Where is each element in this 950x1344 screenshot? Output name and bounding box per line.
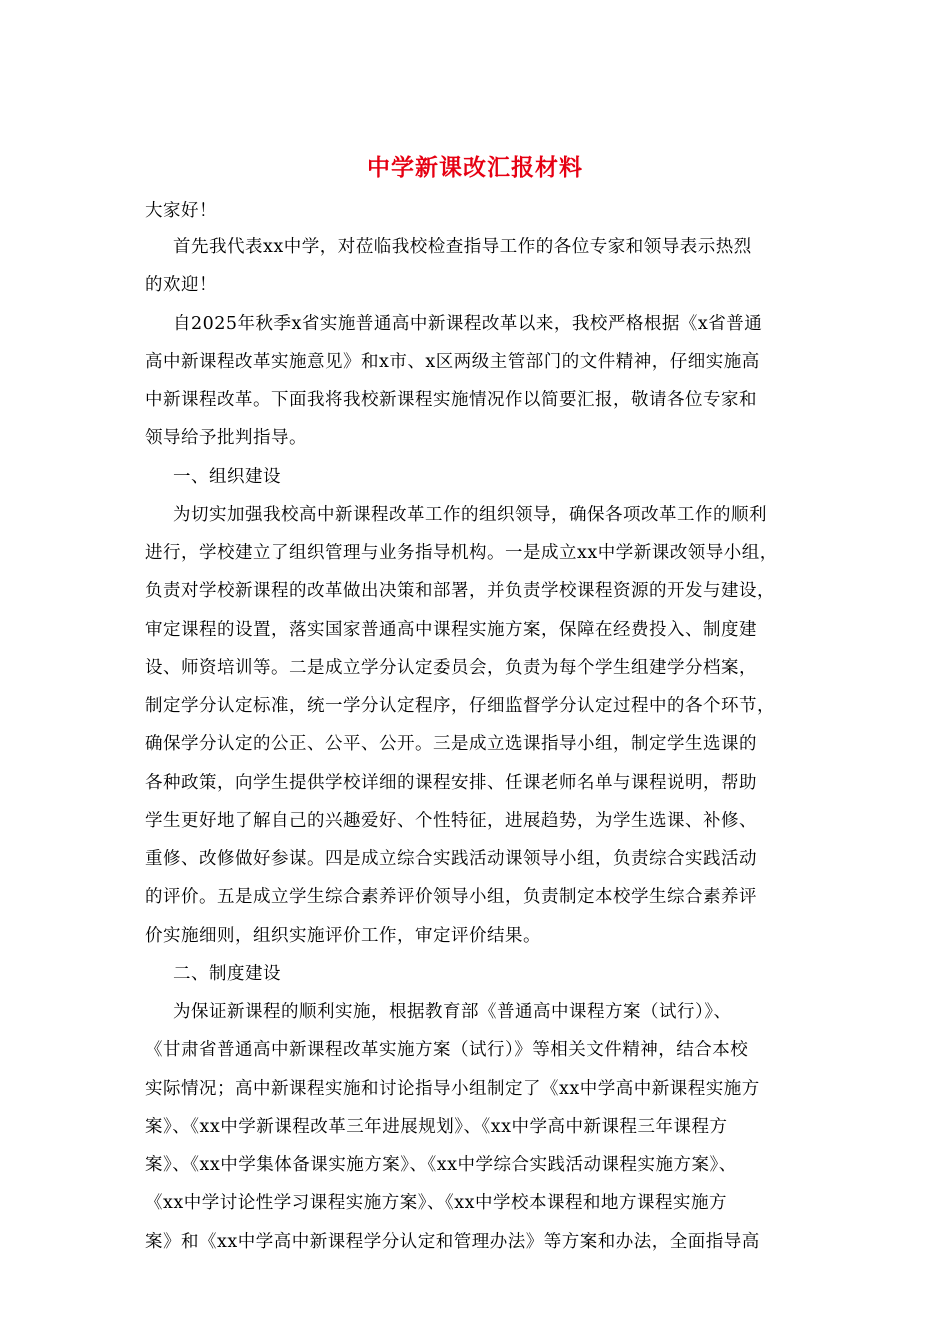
paragraph-line: 确保学分认定的公正、公平、公开。三是成立选课指导小组，制定学生选课的 bbox=[145, 734, 757, 755]
paragraph-line: 一、组织建设 bbox=[173, 466, 281, 487]
paragraph-line: 首先我代表xx中学，对莅临我校检查指导工作的各位专家和领导表示热烈 bbox=[173, 237, 752, 257]
paragraph-line: 设、师资培训等。二是成立学分认定委员会，负责为每个学生组建学分档案， bbox=[145, 657, 757, 678]
paragraph-line: 的欢迎！ bbox=[145, 275, 217, 296]
paragraph-line: 价实施细则，组织实施评价工作，审定评价结果。 bbox=[145, 925, 541, 946]
paragraph-line: 自2025年秋季x省实施普通高中新课程改革以来，我校严格根据《x省普通 bbox=[173, 313, 763, 334]
paragraph-line: 高中新课程改革实施意见》和x市、x区两级主管部门的文件精神，仔细实施高 bbox=[145, 351, 760, 372]
paragraph-line: 进行，学校建立了组织管理与业务指导机构。一是成立xx中学新课改领导小组， bbox=[145, 543, 778, 563]
paragraph-line: 案》和《xx中学高中新课程学分认定和管理办法》等方案和办法，全面指导高 bbox=[145, 1231, 760, 1252]
paragraph-line: 各种政策，向学生提供学校详细的课程安排、任课老师名单与课程说明，帮助 bbox=[145, 772, 757, 793]
document-title: 中学新课改汇报材料 bbox=[367, 154, 583, 181]
paragraph-line: 领导给予批判指导。 bbox=[145, 428, 307, 449]
paragraph-line: 实际情况；高中新课程实施和讨论指导小组制定了《xx中学高中新课程实施方 bbox=[145, 1078, 760, 1099]
paragraph-line: 二、制度建设 bbox=[173, 963, 281, 984]
paragraph-line: 为保证新课程的顺利实施，根据教育部《普通高中课程方案（试行）》、 bbox=[173, 1002, 732, 1022]
paragraph-line: 案》、《xx中学集体备课实施方案》、《xx中学综合实践活动课程实施方案》、 bbox=[145, 1155, 737, 1175]
paragraph-line: 的评价。五是成立学生综合素养评价领导小组，负责制定本校学生综合素养评 bbox=[145, 887, 757, 908]
paragraph-line: 学生更好地了解自己的兴趣爱好、个性特征，进展趋势，为学生选课、补修、 bbox=[145, 810, 757, 831]
paragraph-line: 《xx中学讨论性学习课程实施方案》、《xx中学校本课程和地方课程实施方 bbox=[145, 1193, 727, 1214]
paragraph-line: 《甘肃省普通高中新课程改革实施方案（试行）》等相关文件精神，结合本校 bbox=[145, 1040, 749, 1061]
paragraph-line: 重修、改修做好参谋。四是成立综合实践活动课领导小组，负责综合实践活动 bbox=[145, 849, 757, 869]
paragraph-line: 案》、《xx中学新课程改革三年进展规划》、《xx中学高中新课程三年课程方 bbox=[145, 1116, 728, 1137]
paragraph-line: 中新课程改革。下面我将我校新课程实施情况作以简要汇报，敬请各位专家和 bbox=[145, 390, 757, 410]
paragraph-line: 为切实加强我校高中新课程改革工作的组织领导，确保各项改革工作的顺利 bbox=[173, 504, 767, 525]
greeting-line: 大家好！ bbox=[145, 201, 217, 221]
paragraph-line: 审定课程的设置，落实国家普通高中课程实施方案，保障在经费投入、制度建 bbox=[145, 619, 757, 640]
paragraph-line: 负责对学校新课程的改革做出决策和部署，并负责学校课程资源的开发与建设， bbox=[145, 581, 775, 602]
paragraph-line: 制定学分认定标准，统一学分认定程序，仔细监督学分认定过程中的各个环节， bbox=[145, 696, 775, 716]
